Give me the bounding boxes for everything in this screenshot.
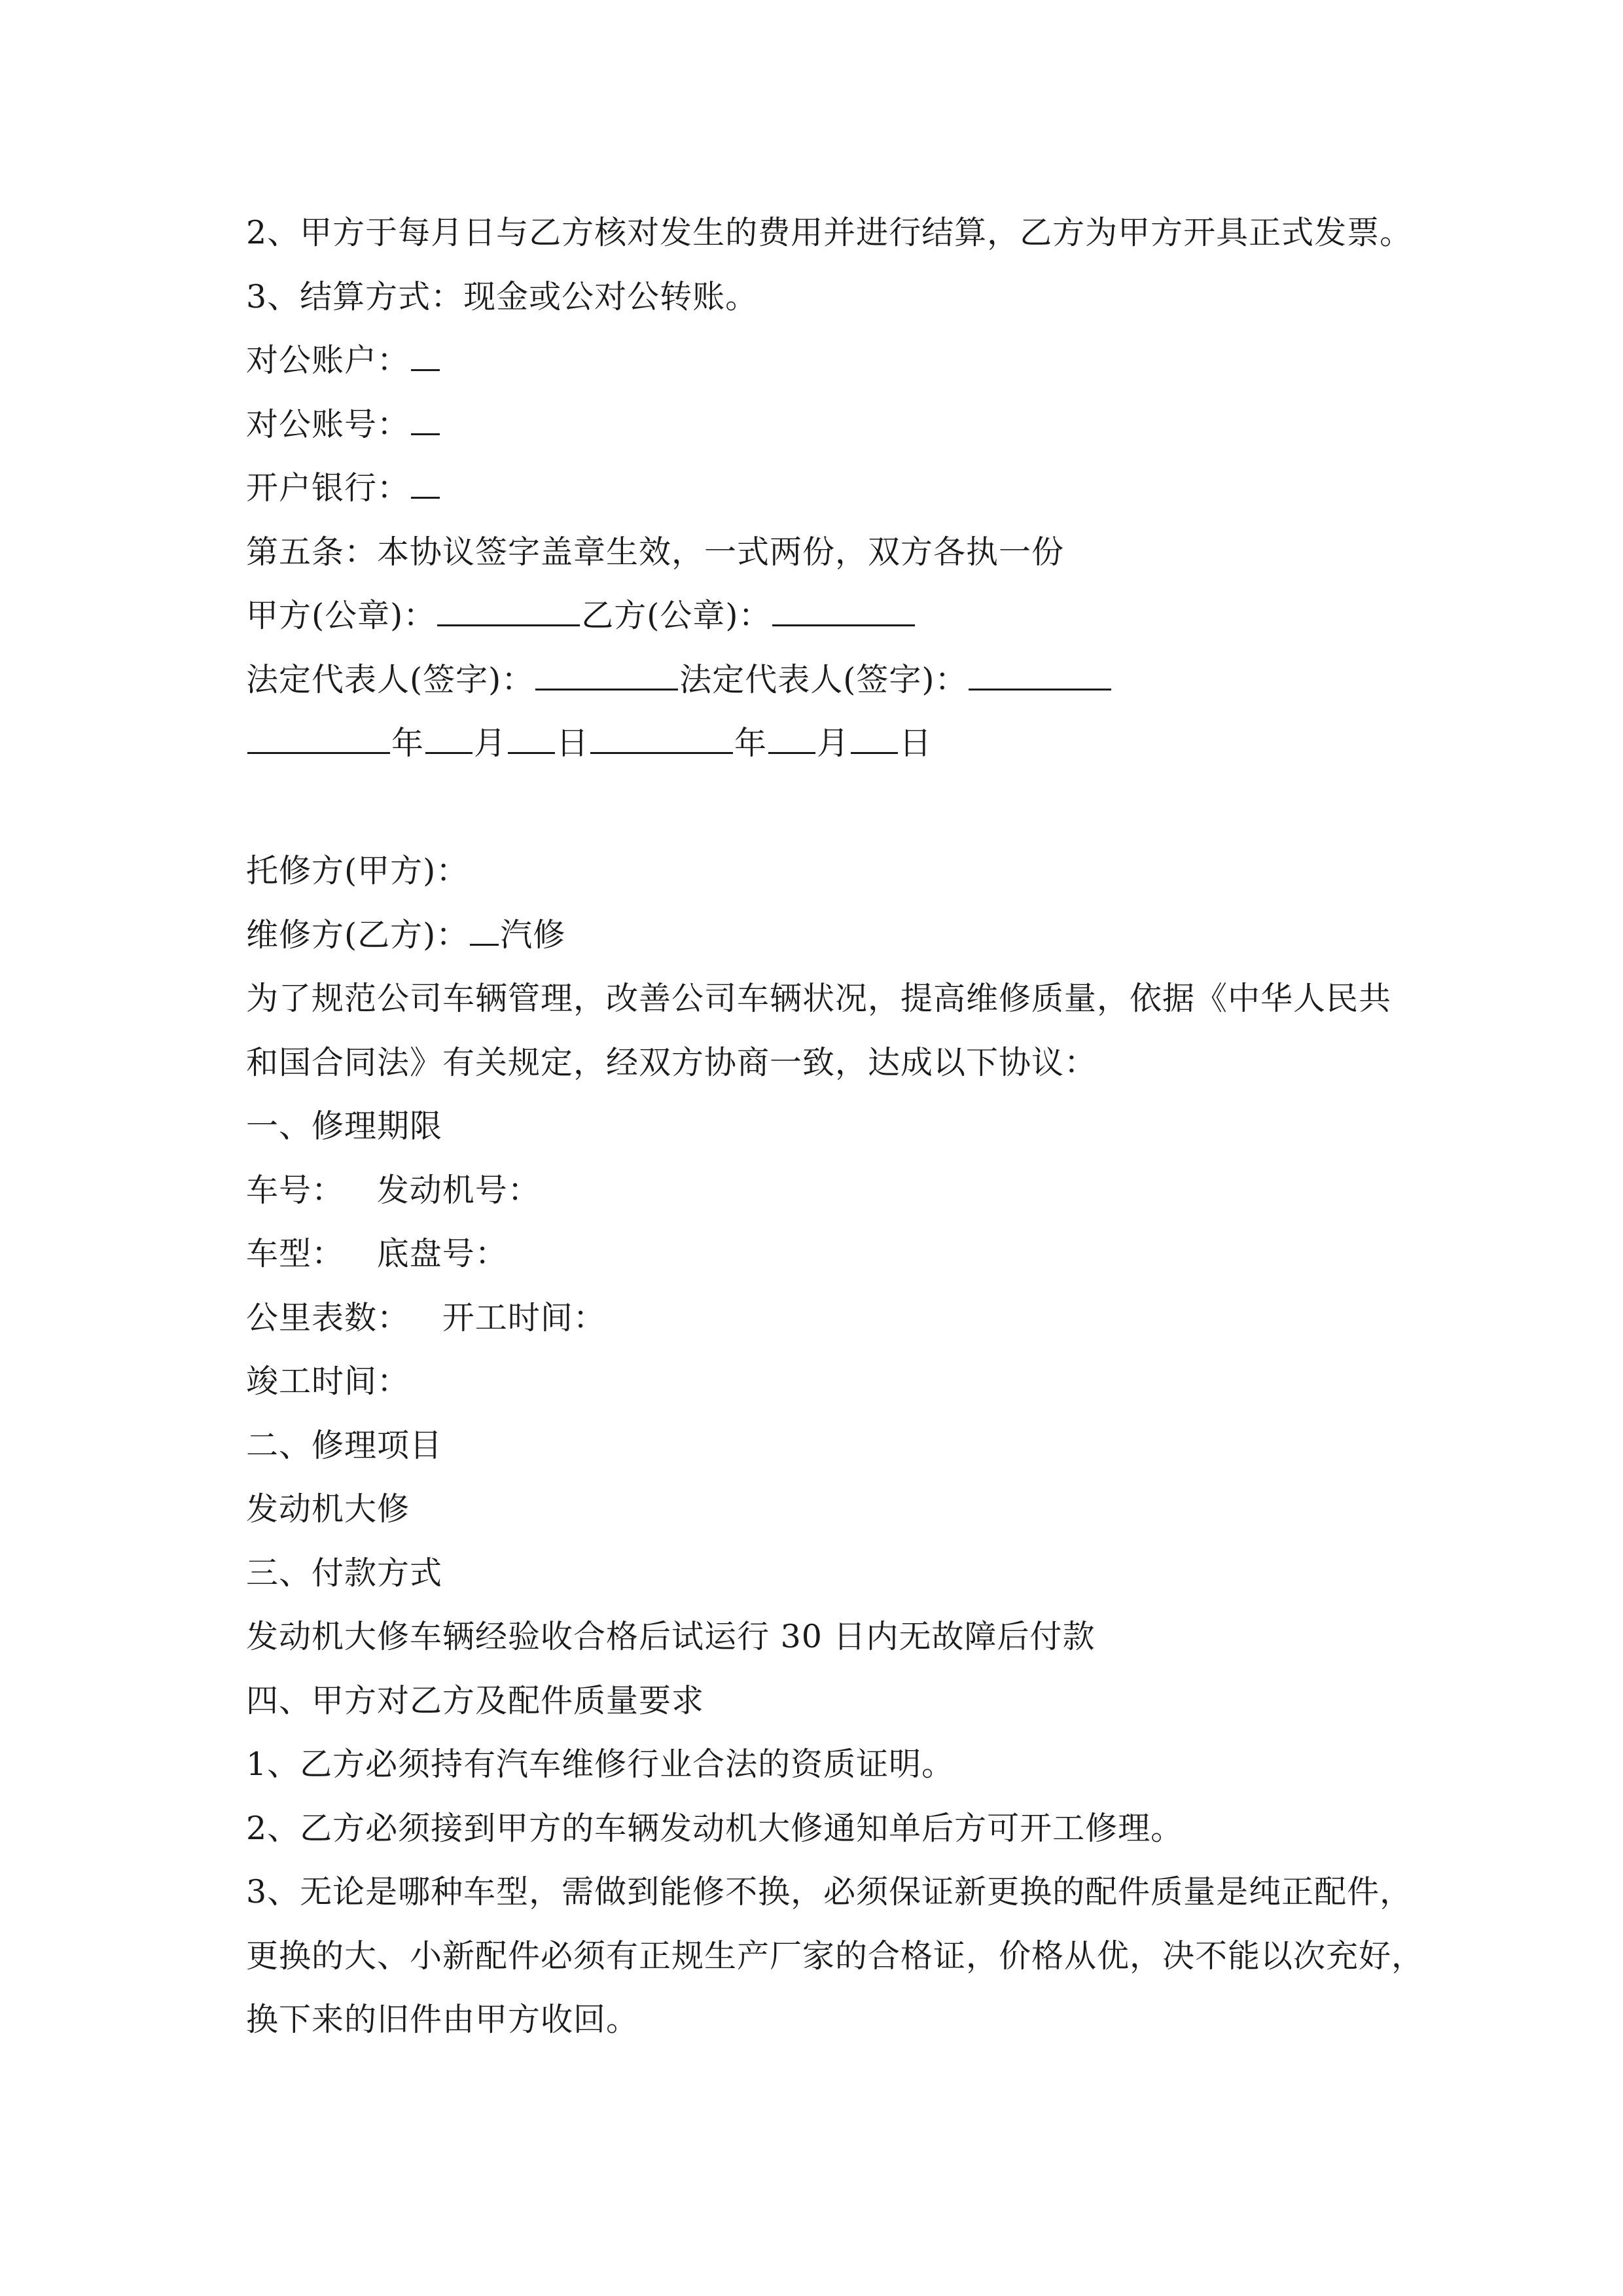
client-line: 托修方(甲方)： [246, 852, 469, 889]
document-body [246, 201, 1424, 2052]
legal-rep-b-blank [969, 648, 1111, 691]
account-blank [411, 329, 440, 371]
completion-line: 竣工时间： [246, 1363, 410, 1400]
section-4-item-1: 1、乙方必须持有汽车维修行业合法的资质证明。 [246, 1746, 955, 1783]
bank-label: 开户银行： [246, 469, 410, 507]
date-a-month-blank [425, 711, 473, 754]
date-b-month: 月 [817, 725, 850, 762]
settlement-line-3: 3、结算方式：现金或公对公转账。 [246, 278, 758, 315]
vehicle-number-line: 车号： 发动机号： [246, 1171, 541, 1209]
date-a-day-blank [508, 711, 555, 754]
section-4-item-3-line-2: 更换的大、小新配件必须有正规生产厂家的合格证，价格从优，决不能以次充好， [246, 1937, 1425, 1975]
account-number-line [246, 393, 1424, 457]
section-4-item-3-line-1: 3、无论是哪种车型，需做到能修不换，必须保证新更换的配件质量是纯正配件， [246, 1873, 1413, 1910]
date-a-day: 日 [556, 725, 590, 762]
section-4-item-2: 2、乙方必须接到甲方的车辆发动机大修通知单后方可开工修理。 [246, 1809, 1184, 1847]
bank-line [246, 456, 1424, 520]
legal-rep-a-blank [535, 648, 678, 691]
date-line [246, 711, 1424, 776]
date-a-year-blank [247, 711, 390, 754]
section-3-body: 发动机大修车辆经验收合格后试运行 30 日内无故障后付款 [246, 1618, 1096, 1655]
repairer-suffix: 汽修 [500, 916, 566, 954]
article-5: 第五条：本协议签字盖章生效，一式两份，双方各执一份 [246, 533, 1065, 571]
intro-line-2: 和国合同法》有关规定，经双方协商一致，达成以下协议： [246, 1043, 1097, 1081]
settlement-line-2: 2、甲方于每月日与乙方核对发生的费用并进行结算，乙方为甲方开具正式发票。 [246, 214, 1413, 251]
account-label: 对公账户： [246, 342, 410, 379]
party-a-seal-blank [437, 584, 580, 626]
repairer-blank [470, 903, 499, 946]
odometer-line: 公里表数： 开工时间： [246, 1299, 606, 1336]
section-1-title: 一、修理期限 [246, 1107, 443, 1145]
party-b-seal-blank [772, 584, 915, 626]
vehicle-model-line: 车型： 底盘号： [246, 1235, 508, 1272]
section-2-body: 发动机大修 [246, 1490, 410, 1528]
seal-line [246, 584, 1424, 648]
date-b-year: 年 [734, 725, 768, 762]
party-a-seal-label: 甲方(公章)： [246, 597, 437, 634]
account-number-blank [411, 393, 440, 435]
date-a-year: 年 [391, 725, 425, 762]
date-a-month: 月 [474, 725, 507, 762]
section-gap [246, 776, 1424, 840]
legal-rep-a-label: 法定代表人(签字)： [246, 660, 535, 698]
section-4-title: 四、甲方对乙方及配件质量要求 [246, 1681, 705, 1719]
date-b-day-blank [851, 711, 898, 754]
account-number-label: 对公账号： [246, 405, 410, 443]
account-line [246, 329, 1424, 393]
section-3-title: 三、付款方式 [246, 1554, 443, 1592]
repairer-label: 维修方(乙方)： [246, 916, 469, 954]
legal-rep-b-label: 法定代表人(签字)： [679, 660, 968, 698]
intro-line-1: 为了规范公司车辆管理，改善公司车辆状况，提高维修质量，依据《中华人民共 [246, 980, 1392, 1017]
legal-rep-line [246, 648, 1424, 712]
date-b-month-blank [768, 711, 815, 754]
bank-blank [411, 456, 440, 499]
party-b-seal-label: 乙方(公章)： [581, 597, 772, 634]
section-2-title: 二、修理项目 [246, 1426, 443, 1464]
date-b-day: 日 [899, 725, 933, 762]
repairer-line [246, 903, 1424, 967]
section-4-item-3-line-3: 换下来的旧件由甲方收回。 [246, 2001, 639, 2038]
date-b-year-blank [590, 711, 733, 754]
